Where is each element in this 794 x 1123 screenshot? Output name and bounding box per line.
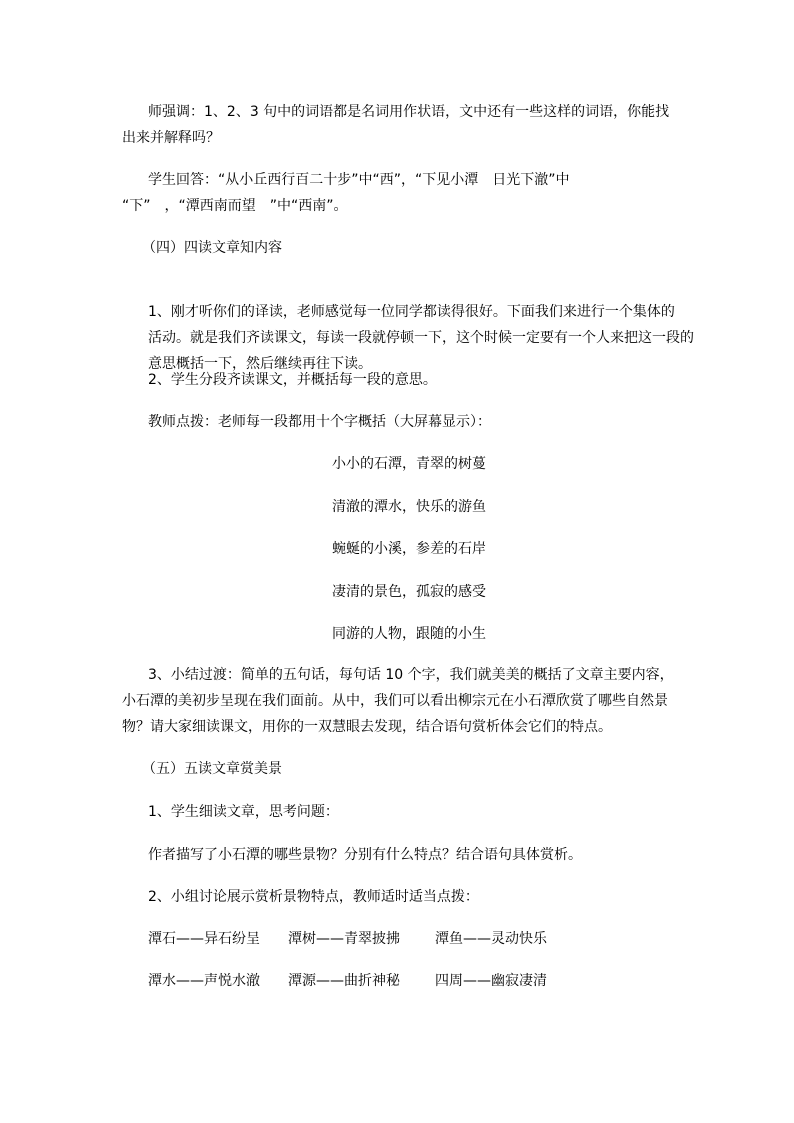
paragraph-summary-transition-line3: 物？请大家细读课文，用你的一双慧眼去发现，结合语句赏析体会它们的特点。 xyxy=(122,719,612,735)
paragraph-teacher-emphasis-line2: 出来并解释吗？ xyxy=(122,130,220,146)
summary-line-2: 清澈的潭水，快乐的游鱼 xyxy=(332,499,486,515)
paragraph-activity-line2: 活动。就是我们齐读课文，每读一段就停顿一下，这个时候一定要有一个人来把这一段的 xyxy=(148,330,694,346)
summary-line-3: 蜿蜒的小溪，参差的石岸 xyxy=(332,541,486,557)
summary-line-4: 凄清的景色，孤寂的感受 xyxy=(332,584,486,600)
scenery-cell: 潭水——声悦水澈 xyxy=(148,973,260,989)
paragraph-group-reading: 2、学生分段齐读课文，并概括每一段的意思。 xyxy=(148,372,437,388)
summary-line-1: 小小的石潭，青翠的树蔓 xyxy=(332,456,486,472)
scenery-cell: 潭石——异石纷呈 xyxy=(148,931,260,947)
scenery-cell: 潭源——曲折神秘 xyxy=(288,973,400,989)
scenery-cell: 潭鱼——灵动快乐 xyxy=(435,931,547,947)
paragraph-group-discussion: 2、小组讨论展示赏析景物特点，教师适时适当点拨： xyxy=(148,889,479,905)
paragraph-student-answer-line1: 学生回答：“从小丘西行百二十步”中“西”，“下见小潭 日光下澈”中 xyxy=(148,172,570,188)
section-heading-four: （四）四读文章知内容 xyxy=(142,240,282,256)
paragraph-teacher-emphasis-line1: 师强调：1、2、3 句中的词语都是名词用作状语，文中还有一些这样的词语，你能找 xyxy=(148,104,670,120)
summary-line-5: 同游的人物，跟随的小生 xyxy=(332,626,486,642)
paragraph-question: 作者描写了小石潭的哪些景物？分别有什么特点？结合语句具体赏析。 xyxy=(148,847,582,863)
paragraph-summary-transition-line1: 3、小结过渡：简单的五句话，每句话 10 个字，我们就美美的概括了文章主要内容， xyxy=(148,667,674,683)
paragraph-activity-line1: 1、刚才听你们的译读，老师感觉每一位同学都读得很好。下面我们来进行一个集体的 xyxy=(148,304,675,320)
scenery-cell: 潭树——青翠披拂 xyxy=(288,931,400,947)
paragraph-teacher-tip: 教师点拨：老师每一段都用十个字概括（大屏幕显示）： xyxy=(148,414,491,430)
paragraph-summary-transition-line2: 小石潭的美初步呈现在我们面前。从中，我们可以看出柳宗元在小石潭欣赏了哪些自然景 xyxy=(122,693,668,709)
paragraph-student-answer-line2: “下” ，“潭西南而望 ”中“西南”。 xyxy=(122,198,348,214)
paragraph-detailed-reading: 1、学生细读文章，思考问题： xyxy=(148,804,339,820)
paragraph-activity-line3: 意思概括一下，然后继续再往下读。 xyxy=(148,356,372,372)
scenery-cell: 四周——幽寂凄清 xyxy=(435,973,547,989)
section-heading-five: （五）五读文章赏美景 xyxy=(142,761,282,777)
